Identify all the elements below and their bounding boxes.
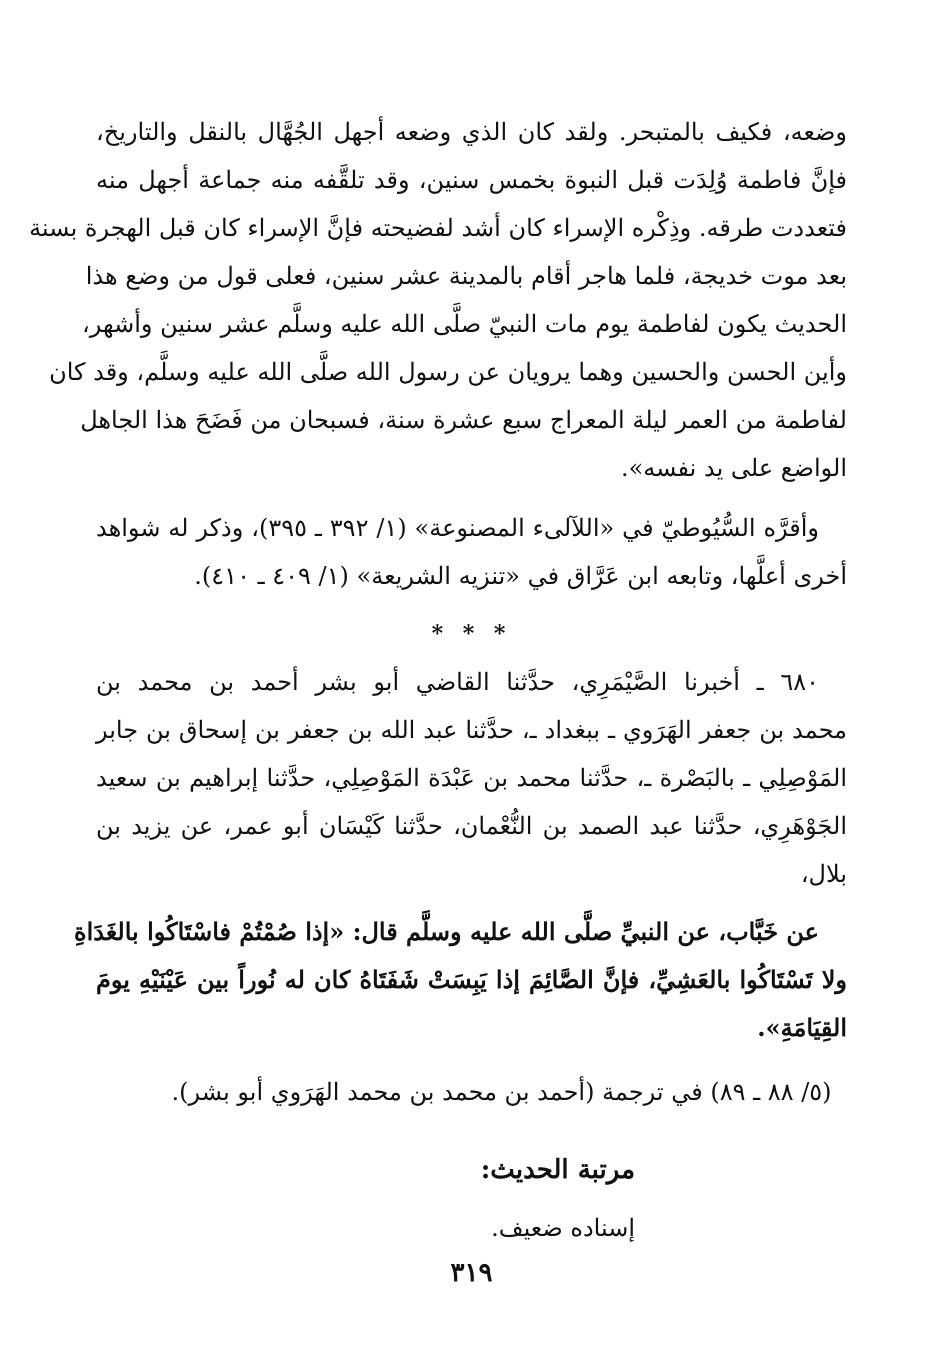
section-separator: * * * xyxy=(431,621,512,647)
page-number: ٣١٩ xyxy=(450,1258,493,1288)
hadith-matn-paragraph xyxy=(74,908,847,1052)
reference-paragraph: (٥/ ٨٨ ـ ٨٩) في ترجمة (أحمد بن محمد بن محمد الهَرَوي أبو بشر). xyxy=(171,1078,832,1106)
commentary-paragraph xyxy=(29,108,847,492)
text-line: الجَوْهَرِي، حدَّثنا عبد الصمد بن النُّعْمان، حدَّثنا كَيْسَان أبو عمر، عن يزيد بن xyxy=(96,812,847,840)
text-line: بعد موت خديجة، فلما هاجر أقام بالمدينة عشر سنين، فعلى قول من وضع هذا xyxy=(85,262,847,290)
text-line: بلال، xyxy=(800,860,847,888)
text-line: لفاطمة من العمر ليلة المعراج سبع عشرة سنة، فسبحان من فَضَحَ هذا الجاهل xyxy=(80,406,847,434)
text-line: ولا تَسْتَاكُوا بالعَشِيِّ، فإنَّ الصَّائِمَ إذا يَبِسَتْ شَفَتَاهُ كان له نُوراً بين عَيْنَيْهِ يومَ xyxy=(96,965,847,994)
suyuti-paragraph xyxy=(96,504,847,600)
text-line: وأقرَّه السُّيُوطيّ في «اللآلىء المصنوعة» (١/ ٣٩٢ ـ ٣٩٥)، وذكر له شواهد xyxy=(96,514,819,542)
text-line: المَوْصِلِي ـ بالبَصْرة ـ، حدَّثنا محمد بن عَبْدَة المَوْصِلِي، حدَّثنا إبراهيم بن سعيد xyxy=(96,764,847,792)
hadith-isnad-paragraph xyxy=(96,658,847,898)
text-line: ٦٨٠ ـ أخبرنا الصَّيْمَرِي، حدَّثنا القاضي أبو بشر أحمد بن محمد بن xyxy=(96,668,819,696)
text-line: عن خَبَّاب، عن النبيِّ صلَّى الله عليه وسلَّم قال: «إذا صُمْتُمْ فاسْتَاكُوا بالغَدَاةِ xyxy=(74,917,819,946)
text-line: وضعه، فكيف بالمتبحر. ولقد كان الذي وضعه أجهل الجُهَّال بالنقل والتاريخ، xyxy=(96,118,847,146)
text-line: الحديث يكون لفاطمة يوم مات النبيّ صلَّى الله عليه وسلَّم عشر سنين وأشهر، xyxy=(82,310,847,338)
text-line: فتعددت طرقه. وذِكْره الإسراء كان أشد لفضيحته فإنَّ الإسراء كان قبل الهجرة بسنة xyxy=(29,214,847,242)
section-heading: مرتبة الحديث: xyxy=(480,1155,635,1185)
text-line: أخرى أعلَّها، وتابعه ابن عَرَّاق في «تنزيه الشريعة» (١/ ٤٠٩ ـ ٤١٠). xyxy=(194,562,847,590)
text-line: فإنَّ فاطمة وُلِدَت قبل النبوة بخمس سنين، وقد تلقَّفه منه جماعة أجهل منه xyxy=(96,166,847,194)
text-line: وأين الحسن والحسين وهما يرويان عن رسول الله صلَّى الله عليه وسلَّم، وقد كان xyxy=(49,358,847,386)
text-line: محمد بن جعفر الهَرَوي ـ ببغداد ـ، حدَّثنا عبد الله بن جعفر بن إسحاق بن جابر xyxy=(96,716,847,744)
text-line: الواضع على يد نفسه». xyxy=(620,454,847,482)
text-line: القِيَامَةِ». xyxy=(757,1013,847,1042)
hadith-grade: إسناده ضعيف. xyxy=(491,1214,635,1242)
